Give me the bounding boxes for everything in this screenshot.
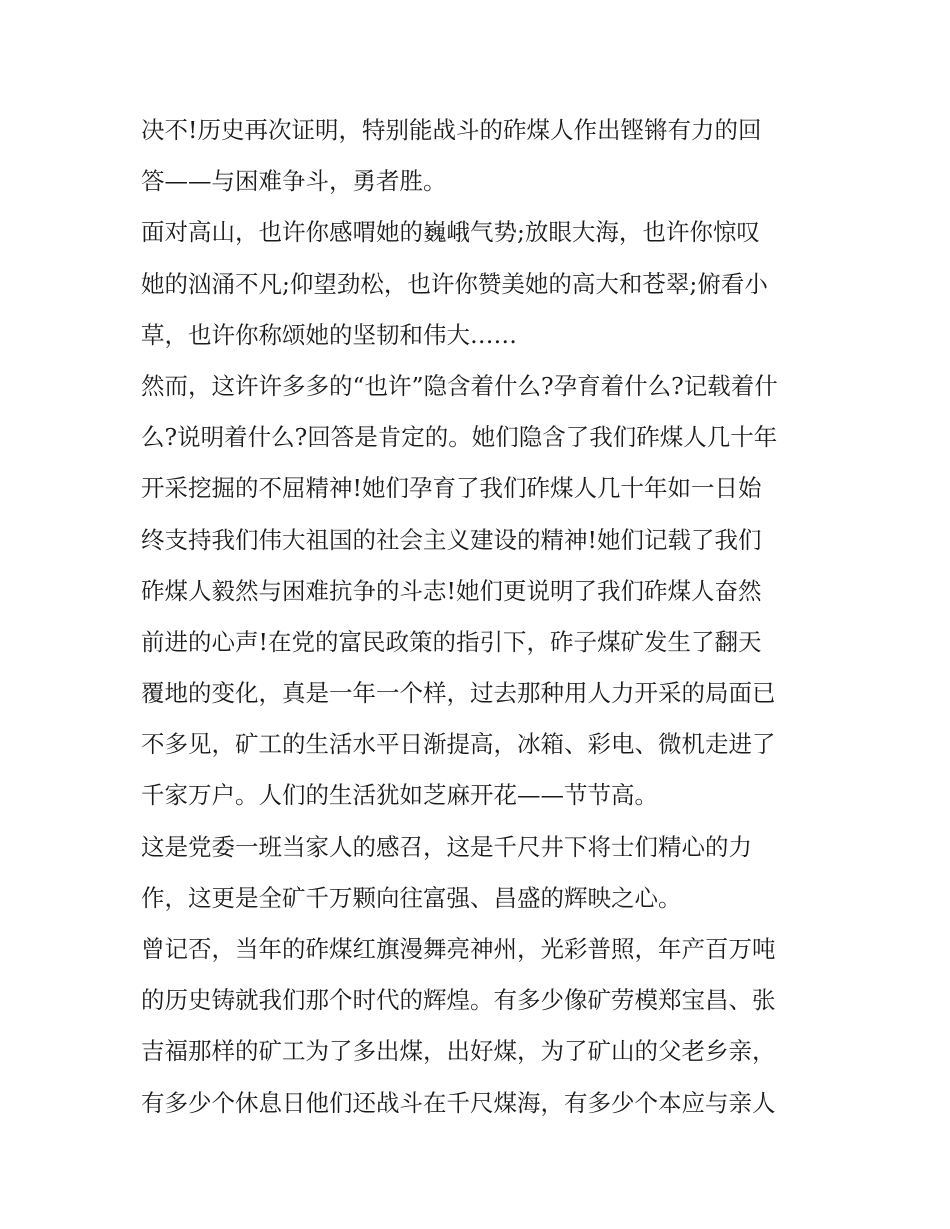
text-line-6: 然而，这许许多多的“也许”隐含着什么?孕育着什么?记载着什 <box>141 371 778 400</box>
text-line-4: 她的汹涌不凡;仰望劲松，也许你赞美她的高大和苍翠;俯看小 <box>141 269 768 298</box>
text-line-18: 的历史铸就我们那个时代的辉煌。有多少像矿劳模郑宝昌、张 <box>141 986 776 1015</box>
text-line-16: 作，这更是全矿千万颗向往富强、昌盛的辉映之心。 <box>141 883 682 912</box>
text-line-9: 终支持我们伟大祖国的社会主义建设的精神!她们记载了我们 <box>141 525 762 554</box>
text-line-10: 砟煤人毅然与困难抗争的斗志!她们更说明了我们砟煤人奋然 <box>141 576 762 605</box>
text-line-12: 覆地的变化，真是一年一个样，过去那种用人力开采的局面已 <box>141 679 776 708</box>
text-line-15: 这是党委一班当家人的感召，这是千尺井下将士们精心的力 <box>141 832 752 861</box>
text-line-2: 答——与困难争斗，勇者胜。 <box>141 167 447 196</box>
text-line-17: 曾记否，当年的砟煤红旗漫舞亮神州，光彩普照，年产百万吨 <box>141 935 776 963</box>
text-line-5: 草，也许你称颂她的坚韧和伟大…… <box>141 320 517 349</box>
text-line-8: 开采挖掘的不屈精神!她们孕育了我们砟煤人几十年如一日始 <box>141 474 762 503</box>
text-line-19: 吉福那样的矿工为了多出煤，出好煤，为了矿山的父老乡亲， <box>141 1037 776 1066</box>
text-line-7: 么?说明着什么?回答是肯定的。她们隐含了我们砟煤人几十年 <box>141 423 778 452</box>
text-line-1: 决不!历史再次证明，特别能战斗的砟煤人作出铿锵有力的回 <box>141 116 762 144</box>
text-line-20: 有多少个休息日他们还战斗在千尺煤海，有多少个本应与亲人 <box>141 1088 776 1117</box>
text-line-11: 前进的心声!在党的富民政策的指引下，砟子煤矿发生了翻天 <box>141 627 762 656</box>
text-line-3: 面对高山，也许你感喟她的巍峨气势;放眼大海，也许你惊叹 <box>141 218 760 247</box>
document-body <box>141 105 813 1129</box>
text-line-14: 千家万户。人们的生活犹如芝麻开花——节节高。 <box>141 781 658 810</box>
text-line-13: 不多见，矿工的生活水平日渐提高，冰箱、彩电、微机走进了 <box>141 730 776 759</box>
